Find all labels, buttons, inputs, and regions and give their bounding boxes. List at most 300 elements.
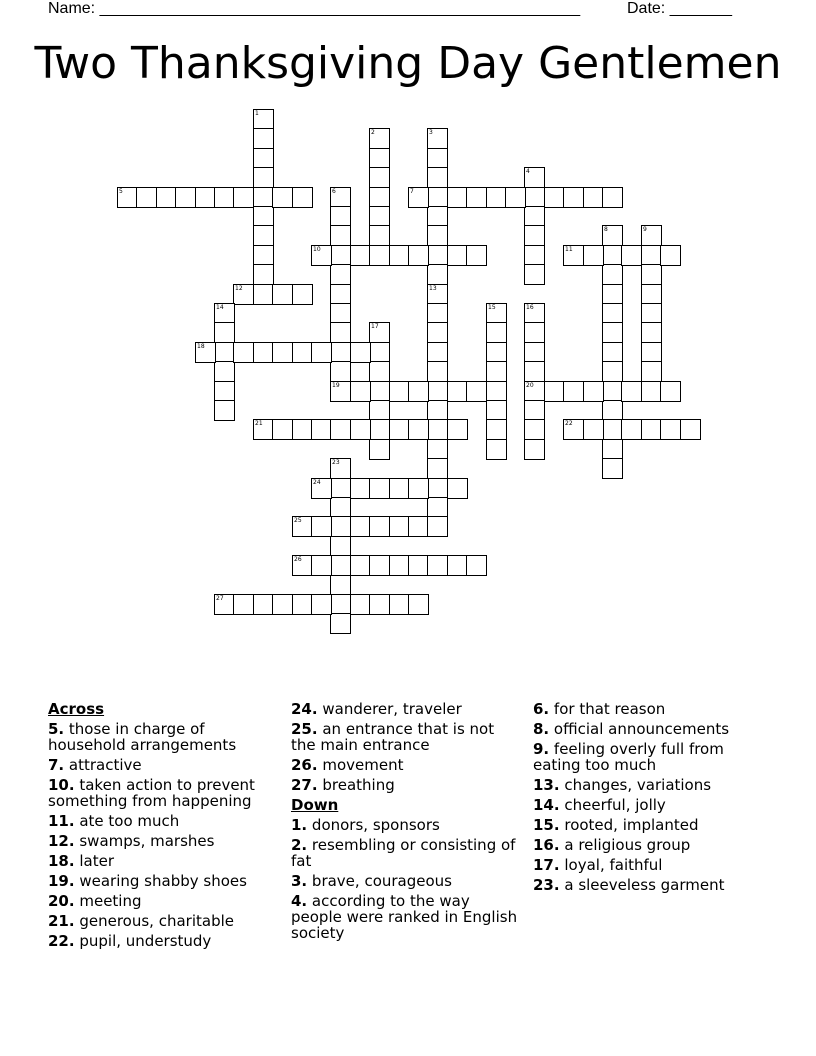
clue-item-number: 3. [291,872,308,890]
grid-cell[interactable] [524,361,545,382]
clue-number: 2 [371,129,375,136]
grid-cell[interactable] [583,187,604,208]
clue-item-number: 9. [533,740,550,758]
grid-cell[interactable] [621,419,642,440]
grid-cell[interactable] [389,245,410,266]
grid-cell[interactable] [447,245,468,266]
clue-item-number: 11. [48,812,75,830]
name-field[interactable]: Name: ______________________________________________________ [48,0,581,17]
grid-cell[interactable] [641,225,662,246]
clue-item-number: 14. [533,796,560,814]
grid-cell[interactable] [660,381,681,402]
clue-number: 13 [429,285,437,292]
grid-cell[interactable] [214,303,235,324]
grid-cell[interactable] [447,419,468,440]
grid-cell[interactable] [369,478,390,499]
clue-number: 21 [255,420,263,427]
grid-cell[interactable] [330,497,351,518]
clue-item-number: 2. [291,836,308,854]
grid-cell[interactable] [330,322,351,343]
grid-cell[interactable] [253,225,274,246]
grid-cell[interactable] [330,303,351,324]
grid-cell[interactable] [350,381,371,402]
grid-cell[interactable] [330,206,351,227]
grid-cell[interactable] [524,322,545,343]
grid-cell[interactable] [214,322,235,343]
clue-number: 22 [565,420,573,427]
grid-cell[interactable] [427,361,448,382]
clue-item [291,721,523,753]
clue-item-text: ate too much [79,812,180,830]
grid-cell[interactable] [524,342,545,363]
clue-item-number: 20. [48,892,75,910]
clue-number: 9 [643,226,647,233]
grid-cell[interactable] [292,516,313,537]
grid-cell[interactable] [621,245,642,266]
clues-column-2 [291,701,523,945]
grid-cell[interactable] [330,264,351,285]
grid-cell[interactable] [427,225,448,246]
grid-cell[interactable] [253,342,274,363]
clue-number: 7 [410,188,414,195]
grid-cell[interactable] [602,342,623,363]
grid-cell[interactable] [389,478,410,499]
grid-cell[interactable] [369,516,390,537]
clue-number: 24 [313,479,321,486]
clue-item-number: 19. [48,872,75,890]
grid-cell[interactable] [369,206,390,227]
grid-cell[interactable] [641,361,662,382]
grid-cell[interactable] [602,419,623,440]
clue-item-number: 27. [291,776,318,794]
grid-cell[interactable] [641,381,662,402]
clue-item-number: 5. [48,720,65,738]
grid-cell[interactable] [292,187,313,208]
grid-cell[interactable] [389,419,410,440]
grid-cell[interactable] [369,148,390,169]
grid-cell[interactable] [369,419,390,440]
clue-item-number: 23. [533,876,560,894]
grid-cell[interactable] [156,187,177,208]
clue-heading: Across [48,700,105,718]
clue-item-number: 18. [48,852,75,870]
grid-cell[interactable] [214,361,235,382]
grid-cell[interactable] [408,419,429,440]
grid-cell[interactable] [486,322,507,343]
grid-cell[interactable] [330,245,351,266]
grid-cell[interactable] [292,594,313,615]
grid-cell[interactable] [563,187,584,208]
grid-cell[interactable] [330,536,351,557]
grid-cell[interactable] [369,381,390,402]
grid-cell[interactable] [524,439,545,460]
grid-cell[interactable] [311,342,332,363]
grid-cell[interactable] [214,400,235,421]
clue-item-number: 1. [291,816,308,834]
grid-cell[interactable] [330,284,351,305]
clue-item-number: 25. [291,720,318,738]
grid-cell[interactable] [486,419,507,440]
clue-item [291,873,523,889]
grid-cell[interactable] [330,516,351,537]
grid-cell[interactable] [350,419,371,440]
clue-item [533,741,763,773]
grid-cell[interactable] [583,381,604,402]
grid-cell[interactable] [369,342,390,363]
grid-cell[interactable] [486,187,507,208]
grid-cell[interactable] [427,458,448,479]
clue-item [291,817,523,833]
grid-cell[interactable] [583,419,604,440]
grid-cell[interactable] [311,245,332,266]
grid-cell[interactable] [408,245,429,266]
clue-item [48,757,278,773]
grid-cell[interactable] [369,167,390,188]
grid-cell[interactable] [408,478,429,499]
grid-cell[interactable] [602,381,623,402]
grid-cell[interactable] [350,342,371,363]
clue-item [48,777,278,809]
grid-cell[interactable] [369,322,390,343]
grid-cell[interactable] [505,187,526,208]
grid-cell[interactable] [447,187,468,208]
clue-number: 16 [526,304,534,311]
grid-cell[interactable] [427,322,448,343]
grid-cell[interactable] [447,478,468,499]
grid-cell[interactable] [233,187,254,208]
grid-cell[interactable] [311,478,332,499]
grid-cell[interactable] [602,303,623,324]
grid-cell[interactable] [117,187,138,208]
clue-item-text: generous, charitable [79,912,234,930]
grid-cell[interactable] [524,264,545,285]
clue-number: 18 [197,343,205,350]
grid-cell[interactable] [330,458,351,479]
clue-number: 5 [119,188,123,195]
grid-cell[interactable] [660,245,681,266]
grid-cell[interactable] [369,245,390,266]
clue-item-text: donors, sponsors [311,816,440,834]
clue-item [533,797,763,813]
grid-cell[interactable] [408,381,429,402]
date-field[interactable]: Date: _______ [627,0,732,17]
grid-cell[interactable] [330,575,351,596]
grid-cell[interactable] [272,594,293,615]
clue-item-text: taken action to prevent something from happening [48,776,255,810]
grid-cell[interactable] [641,245,662,266]
grid-cell[interactable] [621,381,642,402]
grid-cell[interactable] [602,322,623,343]
grid-cell[interactable] [369,187,390,208]
grid-cell[interactable] [563,381,584,402]
clue-heading: Down [291,796,339,814]
grid-cell[interactable] [350,478,371,499]
grid-cell[interactable] [253,284,274,305]
grid-cell[interactable] [427,400,448,421]
grid-cell[interactable] [330,613,351,634]
clue-item-number: 16. [533,836,560,854]
clue-number: 25 [294,517,302,524]
grid-cell[interactable] [524,187,545,208]
grid-cell[interactable] [427,497,448,518]
grid-cell[interactable] [602,245,623,266]
grid-cell[interactable] [427,284,448,305]
grid-cell[interactable] [214,187,235,208]
grid-cell[interactable] [641,264,662,285]
clue-item-text: rooted, implanted [564,816,699,834]
grid-cell[interactable] [486,381,507,402]
grid-cell[interactable] [272,419,293,440]
clue-item-text: an entrance that is not the main entrance [291,720,495,754]
grid-cell[interactable] [427,342,448,363]
grid-cell[interactable] [253,594,274,615]
grid-cell[interactable] [447,555,468,576]
grid-cell[interactable] [602,439,623,460]
grid-cell[interactable] [524,167,545,188]
grid-cell[interactable] [253,109,274,130]
grid-cell[interactable] [292,419,313,440]
clue-item-text: attractive [68,756,142,774]
clue-item [533,857,763,873]
grid-cell[interactable] [427,478,448,499]
clue-item-text: swamps, marshes [79,832,215,850]
grid-cell[interactable] [524,381,545,402]
grid-cell[interactable] [350,245,371,266]
grid-cell[interactable] [389,381,410,402]
grid-cell[interactable] [427,516,448,537]
grid-cell[interactable] [427,303,448,324]
grid-cell[interactable] [272,342,293,363]
grid-cell[interactable] [602,458,623,479]
clue-number: 11 [565,246,573,253]
grid-cell[interactable] [330,381,351,402]
clue-number: 6 [332,188,336,195]
grid-cell[interactable] [292,342,313,363]
grid-cell[interactable] [253,264,274,285]
grid-cell[interactable] [524,400,545,421]
grid-cell[interactable] [427,148,448,169]
clue-item [533,701,763,717]
grid-cell[interactable] [602,225,623,246]
clue-number: 23 [332,459,340,466]
clue-item-text: movement [322,756,404,774]
clue-item [48,813,278,829]
grid-cell[interactable] [253,167,274,188]
page-title: Two Thanksgiving Day Gentlemen [34,38,782,89]
grid-cell[interactable] [311,594,332,615]
grid-cell[interactable] [292,284,313,305]
grid-cell[interactable] [524,419,545,440]
grid-cell[interactable] [427,128,448,149]
grid-cell[interactable] [466,245,487,266]
grid-cell[interactable] [195,187,216,208]
clue-number: 27 [216,595,224,602]
grid-cell[interactable] [408,516,429,537]
clue-number: 8 [604,226,608,233]
grid-cell[interactable] [486,400,507,421]
grid-cell[interactable] [253,206,274,227]
grid-cell[interactable] [641,303,662,324]
grid-cell[interactable] [195,342,216,363]
grid-cell[interactable] [524,225,545,246]
grid-cell[interactable] [427,264,448,285]
clue-item-number: 12. [48,832,75,850]
grid-cell[interactable] [641,284,662,305]
grid-cell[interactable] [408,594,429,615]
grid-cell[interactable] [466,381,487,402]
grid-cell[interactable] [330,478,351,499]
clue-item-text: wearing shabby shoes [79,872,247,890]
clue-item [533,817,763,833]
grid-cell[interactable] [350,594,371,615]
grid-cell[interactable] [389,516,410,537]
clue-item-number: 7. [48,756,65,774]
clue-item-number: 26. [291,756,318,774]
grid-cell[interactable] [272,187,293,208]
clue-item-text: resembling or consisting of fat [291,836,516,870]
grid-cell[interactable] [427,381,448,402]
grid-cell[interactable] [427,167,448,188]
grid-cell[interactable] [427,245,448,266]
clue-number: 3 [429,129,433,136]
grid-cell[interactable] [602,400,623,421]
clue-item [48,833,278,849]
grid-cell[interactable] [427,419,448,440]
grid-cell[interactable] [369,225,390,246]
grid-cell[interactable] [544,381,565,402]
grid-cell[interactable] [330,361,351,382]
grid-cell[interactable] [466,187,487,208]
clue-item-number: 17. [533,856,560,874]
grid-cell[interactable] [486,439,507,460]
clue-item-text: cheerful, jolly [564,796,666,814]
grid-cell[interactable] [427,206,448,227]
clue-item-number: 21. [48,912,75,930]
grid-cell[interactable] [583,245,604,266]
grid-cell[interactable] [292,555,313,576]
clue-item [48,893,278,909]
grid-cell[interactable] [447,381,468,402]
grid-cell[interactable] [408,555,429,576]
clue-item [291,701,523,717]
grid-cell[interactable] [641,322,662,343]
grid-cell[interactable] [136,187,157,208]
clues-column-3 [533,701,763,897]
clue-number: 15 [488,304,496,311]
clues-column-1 [48,701,278,953]
grid-cell[interactable] [369,594,390,615]
grid-cell[interactable] [330,555,351,576]
grid-cell[interactable] [233,594,254,615]
grid-cell[interactable] [330,594,351,615]
grid-cell[interactable] [369,439,390,460]
grid-cell[interactable] [524,303,545,324]
clue-item [533,837,763,853]
clue-item-number: 24. [291,700,318,718]
clue-number: 14 [216,304,224,311]
clue-item-text: breathing [322,776,395,794]
clue-item [291,893,523,941]
grid-cell[interactable] [486,303,507,324]
grid-cell[interactable] [602,187,623,208]
grid-cell[interactable] [253,128,274,149]
clue-item-number: 15. [533,816,560,834]
grid-cell[interactable] [389,555,410,576]
grid-cell[interactable] [466,555,487,576]
grid-cell[interactable] [602,361,623,382]
clue-item-number: 13. [533,776,560,794]
clue-item-number: 4. [291,892,308,910]
grid-cell[interactable] [389,594,410,615]
grid-cell[interactable] [680,419,701,440]
grid-cell[interactable] [350,555,371,576]
grid-cell[interactable] [330,342,351,363]
grid-cell[interactable] [486,361,507,382]
grid-cell[interactable] [214,381,235,402]
clue-item-text: pupil, understudy [79,932,212,950]
grid-cell[interactable] [311,555,332,576]
grid-cell[interactable] [350,516,371,537]
clue-item [291,777,523,793]
clue-number: 17 [371,323,379,330]
grid-cell[interactable] [427,555,448,576]
clue-item [533,777,763,793]
clue-item [291,757,523,773]
grid-cell[interactable] [369,361,390,382]
clue-item-number: 10. [48,776,75,794]
grid-cell[interactable] [544,187,565,208]
grid-cell[interactable] [524,206,545,227]
grid-cell[interactable] [427,439,448,460]
grid-cell[interactable] [563,245,584,266]
clue-number: 19 [332,382,340,389]
grid-cell[interactable] [427,187,448,208]
grid-cell[interactable] [408,187,429,208]
grid-cell[interactable] [272,284,293,305]
grid-cell[interactable] [486,342,507,363]
grid-cell[interactable] [330,225,351,246]
grid-cell[interactable] [253,419,274,440]
grid-cell[interactable] [563,419,584,440]
grid-cell[interactable] [233,284,254,305]
grid-cell[interactable] [233,342,254,363]
grid-cell[interactable] [369,400,390,421]
clue-item-text: official announcements [553,720,730,738]
grid-cell[interactable] [641,342,662,363]
grid-cell[interactable] [641,419,662,440]
grid-cell[interactable] [311,419,332,440]
grid-cell[interactable] [330,419,351,440]
grid-cell[interactable] [214,342,235,363]
grid-cell[interactable] [253,148,274,169]
grid-cell[interactable] [602,264,623,285]
clue-item-text: later [79,852,114,870]
grid-cell[interactable] [253,245,274,266]
clue-item-number: 8. [533,720,550,738]
clue-number: 10 [313,246,321,253]
grid-cell[interactable] [369,555,390,576]
grid-cell[interactable] [253,187,274,208]
grid-cell[interactable] [175,187,196,208]
grid-cell[interactable] [214,594,235,615]
grid-cell[interactable] [524,245,545,266]
grid-cell[interactable] [311,516,332,537]
grid-cell[interactable] [660,419,681,440]
grid-cell[interactable] [602,284,623,305]
clue-item-text: those in charge of household arrangements [48,720,237,754]
grid-cell[interactable] [330,187,351,208]
grid-cell[interactable] [369,128,390,149]
